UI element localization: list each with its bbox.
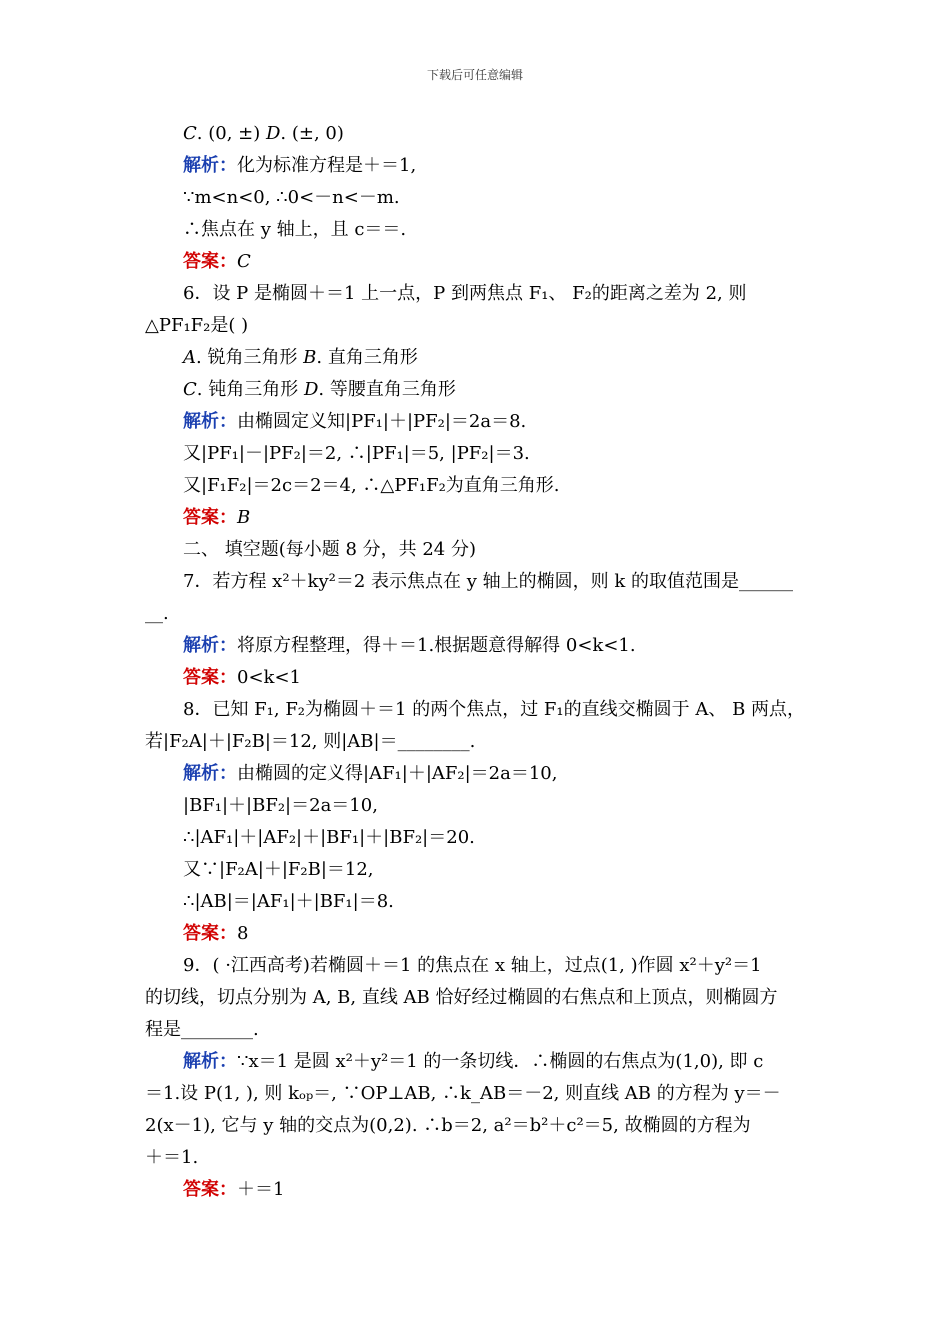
question-6: 6．设 P 是椭圆＋＝1 上一点，P 到两焦点 F₁、 F₂的距离之差为 2, 则 <box>183 283 747 304</box>
answer-value: C <box>237 251 251 272</box>
answer-label: 答案： <box>183 667 237 688</box>
answer-line <box>183 923 248 945</box>
option-b-letter: B <box>303 347 317 368</box>
text-line: |BF₁|＋|BF₂|＝2a＝10, <box>183 795 378 816</box>
answer-line <box>183 507 250 529</box>
option-b-text: . 直角三角形 <box>316 347 418 368</box>
option-c-text: . 钝角三角形 <box>196 379 304 400</box>
option-c-letter: C <box>183 379 197 400</box>
option-a-letter: A <box>183 347 196 368</box>
answer-label: 答案： <box>183 923 237 944</box>
analysis-line <box>183 763 557 785</box>
analysis-label: 解析： <box>183 1051 237 1072</box>
text-line: ∵m<n<0, ∴0<－n<－m. <box>183 187 400 208</box>
answer-line <box>183 667 301 689</box>
answer-label: 答案： <box>183 507 237 528</box>
text-line: 又|F₁F₂|＝2c＝2＝4, ∴△PF₁F₂为直角三角形. <box>183 475 560 496</box>
text-line: ∴焦点在 y 轴上，且 c＝＝. <box>183 219 407 240</box>
analysis-text: 将原方程整理，得＋＝1.根据题意得解得 0<k<1. <box>237 635 636 656</box>
option-c-letter: C <box>183 123 197 144</box>
analysis-text: ∵x＝1 是圆 x²＋y²＝1 的一条切线．∴椭圆的右焦点为(1,0), 即 c <box>237 1051 764 1072</box>
answer-value: 0<k<1 <box>237 667 301 688</box>
option-a-text: . 锐角三角形 <box>196 347 304 368</box>
analysis-label: 解析： <box>183 763 237 784</box>
analysis-line <box>183 1051 763 1073</box>
answer-value: 8 <box>237 923 249 944</box>
analysis-label: 解析： <box>183 635 237 656</box>
option-d-text: . (±, 0) <box>280 123 344 144</box>
analysis-text: 由椭圆定义知|PF₁|＋|PF₂|＝2a＝8. <box>237 411 527 432</box>
question-7-cont: __. <box>145 603 169 624</box>
text-line: 又|PF₁|－|PF₂|＝2, ∴|PF₁|＝5, |PF₂|＝3. <box>183 443 530 464</box>
text-line: ＋＝1. <box>145 1147 199 1168</box>
analysis-label: 解析： <box>183 155 237 176</box>
question-8: 8．已知 F₁, F₂为椭圆＋＝1 的两个焦点，过 F₁的直线交椭圆于 A、 B 两点， <box>183 699 806 720</box>
option-d-letter: D <box>303 379 319 400</box>
text-line: ∴|AB|＝|AF₁|＋|BF₁|＝8. <box>183 891 394 912</box>
question-9-cont: 程是________. <box>145 1019 259 1040</box>
options-a-b <box>183 347 418 369</box>
question-9-cont: 的切线，切点分别为 A, B, 直线 AB 恰好经过椭圆的右焦点和上顶点，则椭圆方 <box>145 987 778 1008</box>
section-heading: 二、 填空题(每小题 8 分，共 24 分) <box>183 539 477 560</box>
question-9: 9．( ·江西高考)若椭圆＋＝1 的焦点在 x 轴上，过点(1, )作圆 x²＋y²＝1 <box>183 955 762 976</box>
answer-line <box>183 1179 284 1201</box>
text-line: 2(x－1), 它与 y 轴的交点为(0,2). ∴b＝2, a²＝b²＋c²＝5, 故椭圆的方程为 <box>145 1115 751 1136</box>
analysis-label: 解析： <box>183 411 237 432</box>
analysis-text: 化为标准方程是＋＝1, <box>237 155 417 176</box>
answer-label: 答案： <box>183 1179 237 1200</box>
option-c-text: . (0, ±) <box>196 123 266 144</box>
answer-value: ＋＝1 <box>237 1179 285 1200</box>
answer-line <box>183 251 251 273</box>
question-7: 7．若方程 x²＋ky²＝2 表示焦点在 y 轴上的椭圆，则 k 的取值范围是______ <box>183 571 793 592</box>
analysis-line <box>183 635 636 657</box>
question-8-cont: 若|F₂A|＋|F₂B|＝12, 则|AB|＝________. <box>145 731 476 752</box>
options-c-d <box>183 123 344 145</box>
analysis-text: 由椭圆的定义得|AF₁|＋|AF₂|＝2a＝10, <box>237 763 558 784</box>
analysis-line <box>183 155 416 177</box>
text-line: ∴|AF₁|＋|AF₂|＋|BF₁|＋|BF₂|＝20. <box>183 827 475 848</box>
question-6-cont: △PF₁F₂是( ) <box>145 315 249 336</box>
option-d-letter: D <box>265 123 281 144</box>
page-header: 下载后可任意编辑 <box>426 68 523 82</box>
analysis-line <box>183 411 526 433</box>
option-d-text: . 等腰直角三角形 <box>318 379 456 400</box>
answer-label: 答案： <box>183 251 237 272</box>
text-line: 又∵|F₂A|＋|F₂B|＝12, <box>183 859 374 880</box>
text-line: ＝1.设 P(1, ), 则 kₒₚ＝, ∵OP⊥AB, ∴k_AB＝－2, 则直线 AB 的方程为 y＝－ <box>145 1083 781 1104</box>
options-c-d <box>183 379 456 401</box>
answer-value: B <box>237 507 251 528</box>
